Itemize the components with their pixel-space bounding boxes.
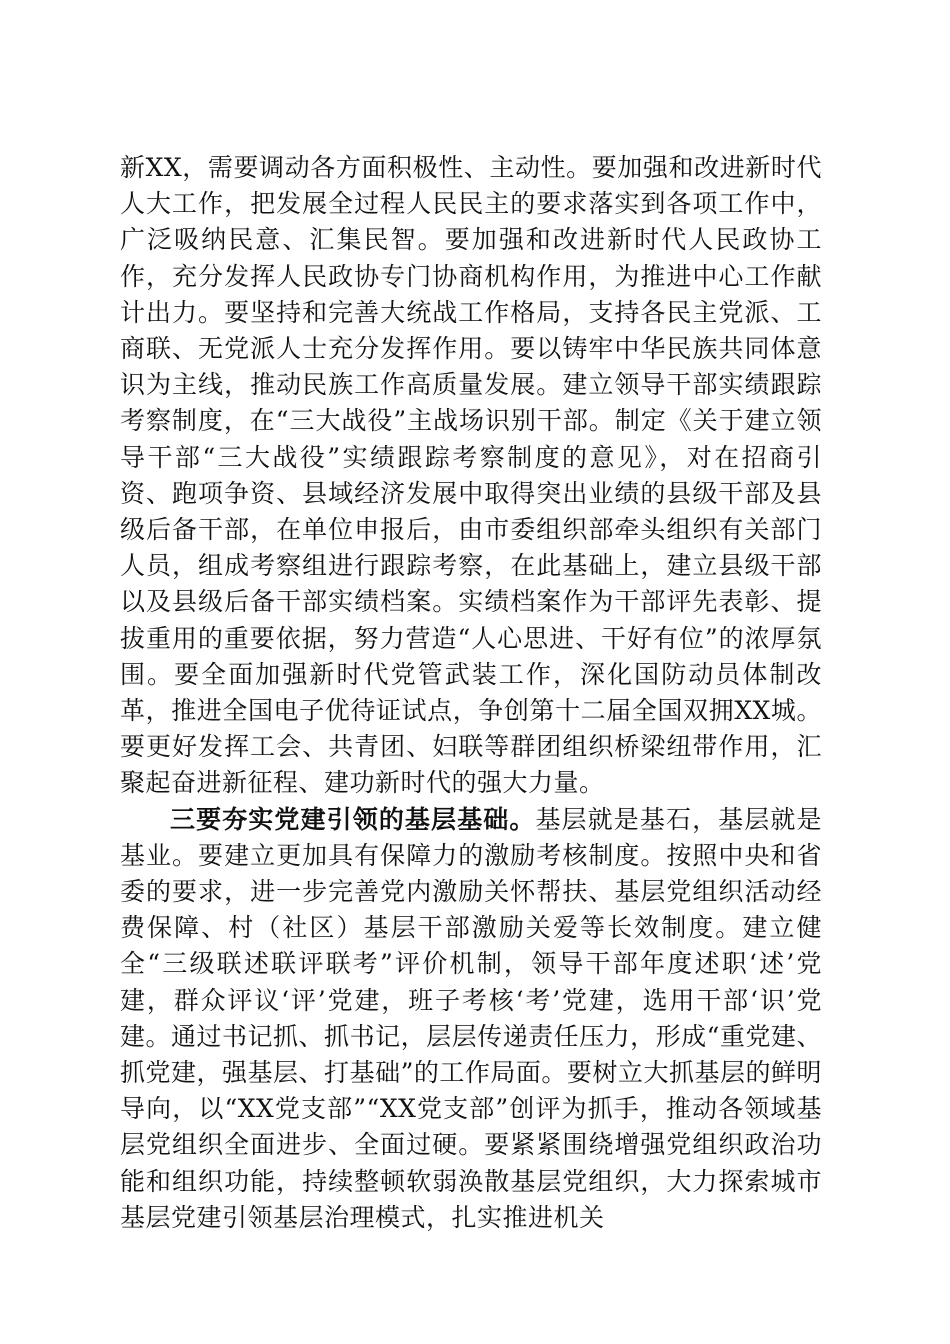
document-body <box>120 150 822 1236</box>
paragraph-text: 新XX，需要调动各方面积极性、主动性。要加强和改进新时代人大工作，把发展全过程人民民主的要求落实到各项工作中，广泛吸纳民意、汇集民智。要加强和改进新时代人民政协工作，充分发挥人民政协专门协商机构作用，为推进中心工作献计出力。要坚持和完善大统战工作格局，支持各民主党派、工商联、无党派人士充分发挥作用。要以铸牢中华民族共同体意识为主线，推动民族工作高质量发展。建立领导干部实绩跟踪考察制度，在“三大战役”主战场识别干部。制定《关于建立领导干部“三大战役”实绩跟踪考察制度的意见》，对在招商引资、跑项争资、县域经济发展中取得突出业绩的县级干部及县级后备干部，在单位申报后，由市委组织部牵头组织有关部门人员，组成考察组进行跟踪考察，在此基础上，建立县级干部以及县级后备干部实绩档案。实绩档案作为干部评先表彰、提拔重用的重要依据，努力营造“人心思进、干好有位”的浓厚氛围。要全面加强新时代党管武装工作，深化国防动员体制改革，推进全国电子优待证试点，争创第十二届全国双拥XX城。要更好发挥工会、共青团、妇联等群团组织桥梁纽带作用，汇聚起奋进新征程、建功新时代的强大力量。 <box>120 153 822 798</box>
paragraph-section-three <box>120 802 822 1236</box>
paragraph-text: 基层就是基石，基层就是基业。要建立更加具有保障力的激励考核制度。按照中央和省委的要求，进一步完善党内激励关怀帮扶、基层党组织活动经费保障、村（社区）基层干部激励关爱等长效制度。建立健全“三级联述联评联考”评价机制，领导干部年度述职‘述’党建，群众评议‘评’党建，班子考核‘考’党建，选用干部‘识’党建。通过书记抓、抓书记，层层传递责任压力，形成“重党建、抓党建，强基层、打基础”的工作局面。要树立大抓基层的鲜明导向，以“XX党支部”“XX党支部”创评为抓手，推动各领域基层党组织全面进步、全面过硬。要紧紧围绕增强党组织政治功能和组织功能，持续整顿软弱涣散基层党组织，大力探索城市基层党建引领基层治理模式，扎实推进机关 <box>120 804 822 1232</box>
paragraph-continued <box>120 150 822 802</box>
paragraph-lead-heading: 三要夯实党建引领的基层基础。 <box>170 804 536 834</box>
